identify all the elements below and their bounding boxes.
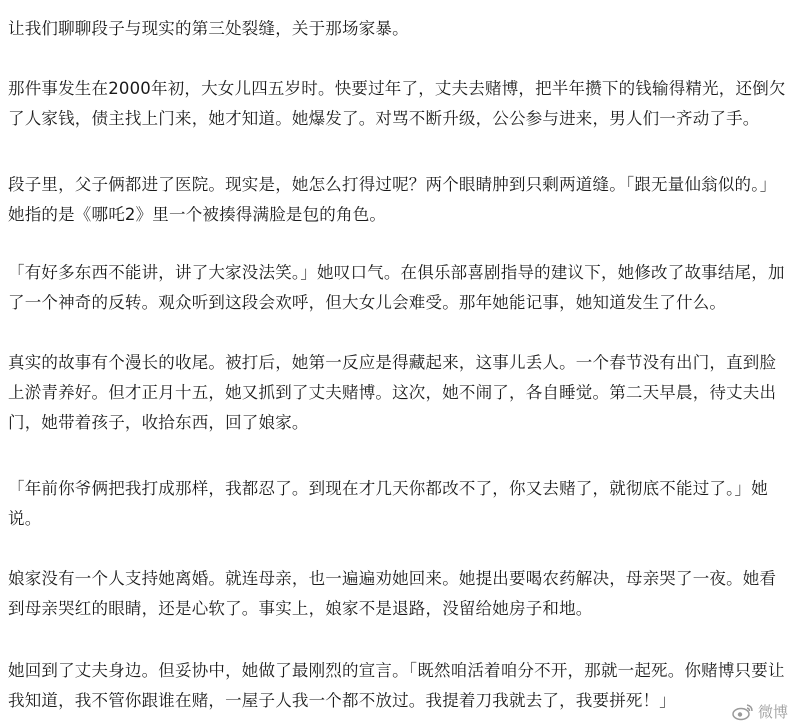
paragraph-4: 「有好多东西不能讲，讲了大家没法笑。」她叹口气。在俱乐部喜剧指导的建议下，她修改了故事结尾，加了一个神奇的反转。观众听到这段会欢呼，但大女儿会难受。那年她能记事，她知道发生了什么。 bbox=[8, 263, 785, 312]
paragraph-6: 「年前你爷俩把我打成那样，我都忍了。到现在才几天你都改不了，你又去赌了，就彻底不能过了。」她说。 bbox=[8, 479, 768, 528]
weibo-logo-icon bbox=[732, 703, 754, 721]
weibo-watermark bbox=[732, 701, 788, 722]
paragraph-2: 那件事发生在2000年初，大女儿四五岁时。快要过年了，丈夫去赌博，把半年攒下的钱输得精光，还倒欠了人家钱，债主找上门来，她才知道。她爆发了。对骂不断升级，公公参与进来，男人们一齐动了手。 bbox=[8, 79, 786, 128]
watermark-text: 微博 bbox=[757, 703, 788, 721]
paragraph-1: 让我们聊聊段子与现实的第三处裂缝，关于那场家暴。 bbox=[8, 19, 409, 38]
paragraph-7: 娘家没有一个人支持她离婚。就连母亲，也一遍遍劝她回来。她提出要喝农药解决，母亲哭了一夜。她看到母亲哭红的眼睛，还是心软了。事实上，娘家不是退路，没留给她房子和地。 bbox=[8, 569, 777, 618]
paragraph-8: 她回到了丈夫身边。但妥协中，她做了最刚烈的宣言。「既然咱活着咱分不开，那就一起死。你赌博只要让我知道，我不管你跟谁在赌，一屋子人我一个都不放过。我提着刀我就去了，我要拼死！」 bbox=[8, 661, 785, 710]
paragraph-5: 真实的故事有个漫长的收尾。被打后，她第一反应是得藏起来，这事儿丢人。一个春节没有出门，直到脸上淤青养好。但才正月十五，她又抓到了丈夫赌博。这次，她不闹了，各自睡觉。第二天早晨，待丈夫出门，她带着孩子，收拾东西，回了娘家。 bbox=[8, 353, 777, 432]
paragraph-3: 段子里，父子俩都进了医院。现实是，她怎么打得过呢？两个眼睛肿到只剩两道缝。「跟无量仙翁似的。」她指的是《哪吒2》里一个被揍得满脸是包的角色。 bbox=[8, 175, 777, 224]
